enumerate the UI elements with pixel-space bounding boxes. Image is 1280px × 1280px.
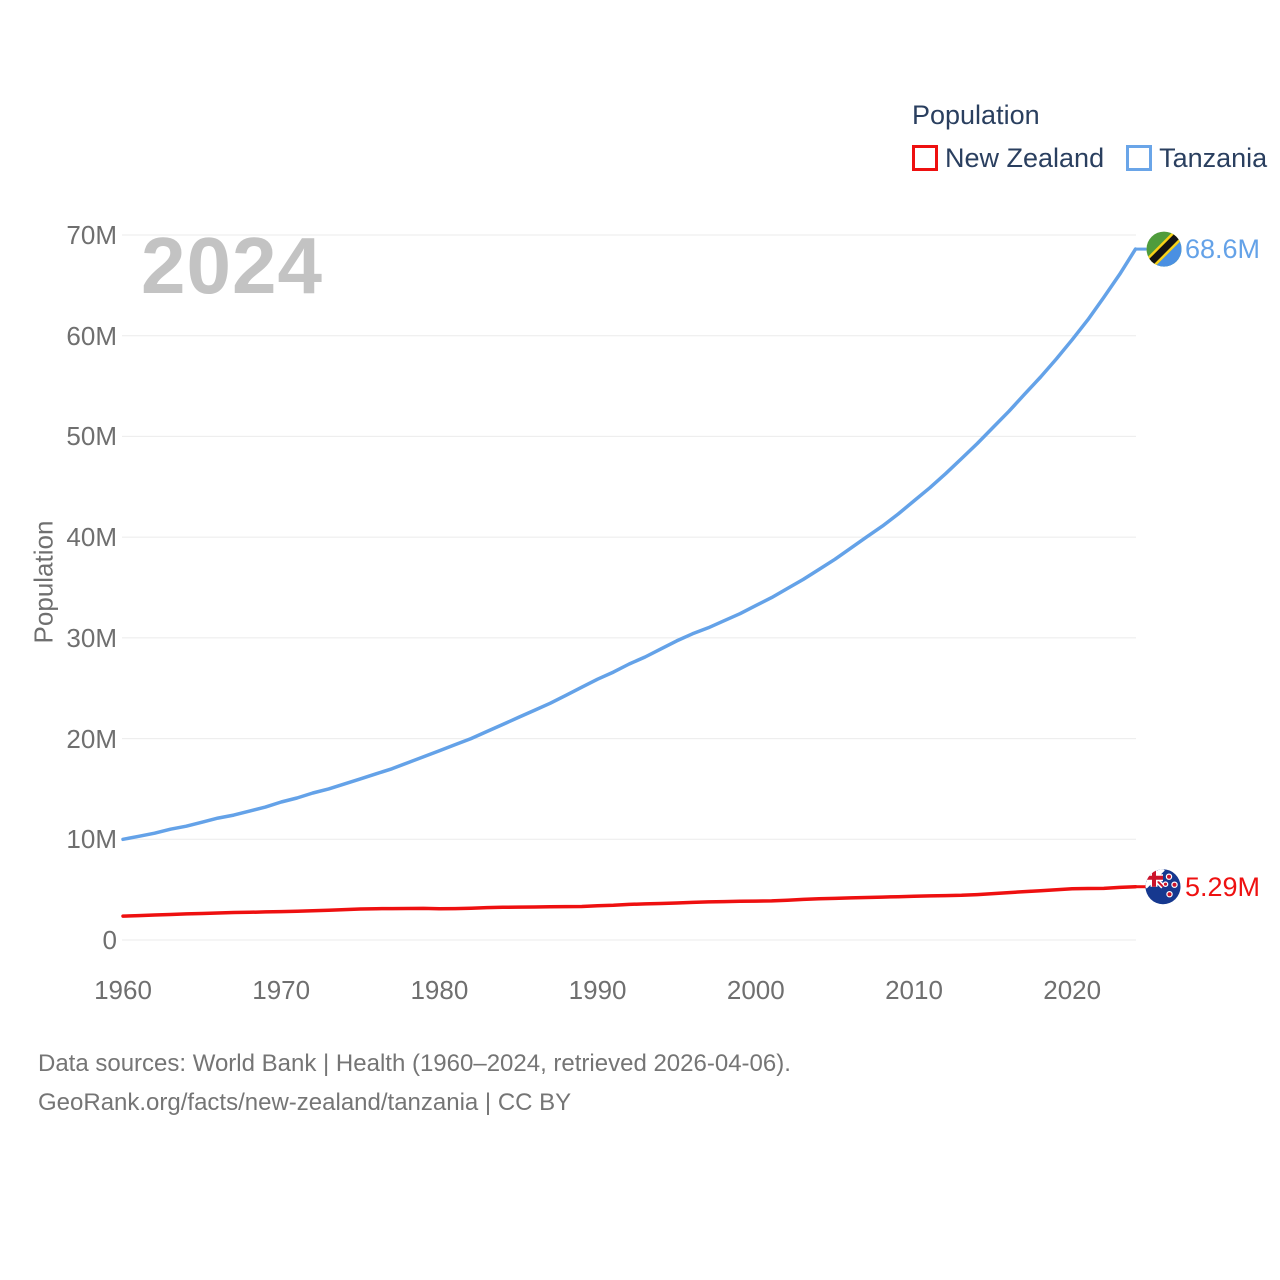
x-axis-tick-label: 1960 <box>94 975 152 1005</box>
y-axis-tick-label: 30M <box>66 622 117 653</box>
series-line-tanzania[interactable] <box>123 249 1136 839</box>
x-axis-tick-label: 2010 <box>885 975 943 1005</box>
legend-item-label: New Zealand <box>945 143 1105 173</box>
data-source-footer <box>38 1044 791 1122</box>
x-axis-tick-label: 2000 <box>726 975 785 1005</box>
y-axis-tick-label: 70M <box>66 220 117 250</box>
legend-item-tanzania[interactable] <box>1126 144 1267 172</box>
legend-items <box>912 144 1267 172</box>
year-watermark: 2024 <box>141 221 323 310</box>
new-zealand-end-value-label: 5.29M <box>1185 871 1261 902</box>
new-zealand-legend-swatch <box>912 145 938 171</box>
y-axis-tick-label: 40M <box>66 522 117 553</box>
legend <box>912 100 1267 172</box>
y-axis-tick-label: 50M <box>66 421 117 452</box>
x-axis-tick-label: 1970 <box>252 975 311 1005</box>
legend-item-new-zealand[interactable] <box>912 144 1104 172</box>
x-axis-tick-label: 1980 <box>410 975 469 1005</box>
data-source-line: Data sources: World Bank | Health (1960–2024, retrieved 2026-04-06). <box>38 1050 791 1077</box>
y-axis-tick-label: 20M <box>66 723 117 754</box>
new-zealand-flag-icon <box>1145 869 1181 905</box>
y-axis-tick-label: 60M <box>66 320 117 351</box>
series-lines <box>123 249 1146 916</box>
tanzania-legend-swatch <box>1126 145 1152 171</box>
legend-item-label: Tanzania <box>1159 143 1268 173</box>
x-axis-tick-label: 1990 <box>568 975 627 1005</box>
y-axis-title: Population <box>28 520 59 644</box>
legend-title: Population <box>912 100 1040 130</box>
series-line-new-zealand[interactable] <box>123 887 1136 916</box>
tanzania-flag-icon <box>1145 230 1183 268</box>
tanzania-end-value-label: 68.6M <box>1185 234 1261 265</box>
y-axis-tick-label: 0 <box>102 925 117 955</box>
x-axis-tick-label: 2020 <box>1043 975 1102 1005</box>
y-axis-tick-label: 10M <box>66 824 117 855</box>
attribution-line: GeoRank.org/facts/new-zealand/tanzania | CC BY <box>38 1089 572 1116</box>
gridlines <box>122 235 1136 940</box>
